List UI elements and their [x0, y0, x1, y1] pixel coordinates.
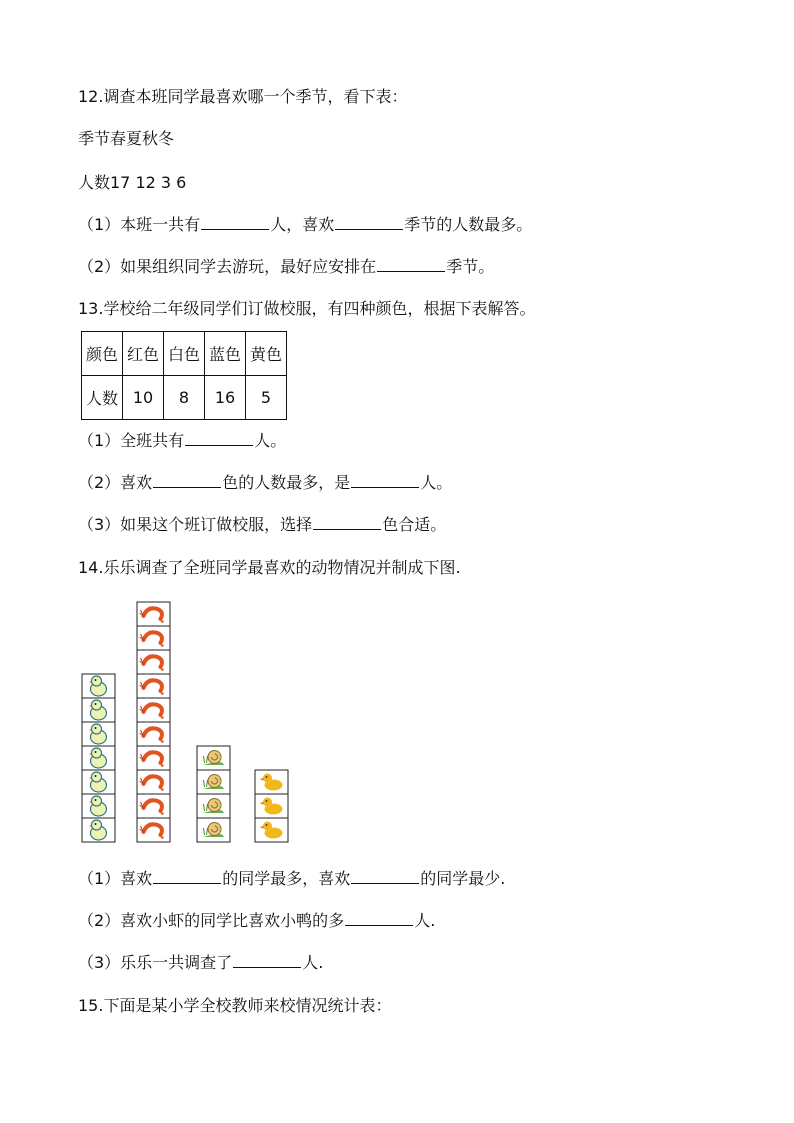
shrimp-cell	[137, 602, 170, 626]
q14-p1-text-a: （1）喜欢	[78, 869, 153, 888]
duck-cell	[255, 794, 288, 818]
table-header-cell: 黄色	[246, 332, 287, 376]
answer-blank[interactable]	[345, 911, 413, 926]
q12-title: 12.调查本班同学最喜欢哪一个季节，看下表：	[78, 87, 408, 106]
chick-cell	[82, 746, 115, 770]
q14-p2-text-a: （2）喜欢小虾的同学比喜欢小鸭的多	[78, 911, 345, 930]
answer-blank[interactable]	[233, 953, 301, 968]
q13-p2-text-a: （2）喜欢	[78, 473, 153, 492]
answer-blank[interactable]	[351, 869, 419, 884]
duck-cell	[255, 770, 288, 794]
q14-part1	[78, 868, 505, 890]
q12-p1-text-b: 人，喜欢	[270, 215, 335, 234]
table-cell: 8	[164, 376, 205, 420]
chick-cell	[82, 674, 115, 698]
shrimp-cell	[137, 626, 170, 650]
q13-p3-text-a: （3）如果这个班订做校服，选择	[78, 515, 313, 534]
q14-p1-text-b: 的同学最多，喜欢	[222, 869, 351, 888]
q14-p3-text-b: 人.	[302, 953, 324, 972]
answer-blank[interactable]	[153, 869, 221, 884]
q13-p1-text-b: 人。	[254, 431, 287, 450]
q12-p1-text-a: （1）本班一共有	[78, 215, 201, 234]
chick-cell	[82, 770, 115, 794]
q13-p2-text-b: 色的人数最多，是	[222, 473, 351, 492]
q12-people-row: 人数17 12 3 6	[78, 173, 187, 192]
chick-cell	[82, 722, 115, 746]
chick-cell	[82, 698, 115, 722]
shrimp-cell	[137, 770, 170, 794]
q15-title: 15.下面是某小学全校教师来校情况统计表：	[78, 996, 392, 1015]
snail-cell	[197, 746, 230, 770]
table-cell: 10	[123, 376, 164, 420]
q12-p1-text-c: 季节的人数最多。	[404, 215, 533, 234]
chick-cell	[82, 794, 115, 818]
table-cell: 16	[205, 376, 246, 420]
table-cell: 人数	[82, 376, 123, 420]
table-header-cell: 蓝色	[205, 332, 246, 376]
table-header-cell: 颜色	[82, 332, 123, 376]
q14-part3	[78, 952, 323, 974]
q14-p1-text-c: 的同学最少.	[420, 869, 506, 888]
q13-p1-text-a: （1）全班共有	[78, 431, 185, 450]
q14-part2	[78, 910, 435, 932]
q12-p2-text-a: （2）如果组织同学去游玩，最好应安排在	[78, 257, 377, 276]
q14-title: 14.乐乐调查了全班同学最喜欢的动物情况并制成下图.	[78, 558, 461, 577]
shrimp-cell	[137, 698, 170, 722]
duck-cell	[255, 818, 288, 842]
table-cell: 5	[246, 376, 287, 420]
q12-p2-text-b: 季节。	[446, 257, 495, 276]
shrimp-cell	[137, 794, 170, 818]
snail-cell	[197, 770, 230, 794]
table-header-cell: 白色	[164, 332, 205, 376]
shrimp-cell	[137, 818, 170, 842]
shrimp-cell	[137, 674, 170, 698]
q13-p3-text-b: 色合适。	[382, 515, 447, 534]
table-header-cell: 红色	[123, 332, 164, 376]
shrimp-cell	[137, 722, 170, 746]
chick-cell	[82, 818, 115, 842]
q12-season-row: 季节春夏秋冬	[78, 129, 175, 148]
snail-cell	[197, 794, 230, 818]
shrimp-cell	[137, 650, 170, 674]
q13-p2-text-c: 人。	[420, 473, 453, 492]
shrimp-cell	[137, 746, 170, 770]
snail-cell	[197, 818, 230, 842]
q14-p3-text-a: （3）乐乐一共调查了	[78, 953, 233, 972]
q13-title: 13.学校给二年级同学们订做校服，有四种颜色，根据下表解答。	[78, 299, 536, 318]
q14-p2-text-b: 人.	[414, 911, 436, 930]
